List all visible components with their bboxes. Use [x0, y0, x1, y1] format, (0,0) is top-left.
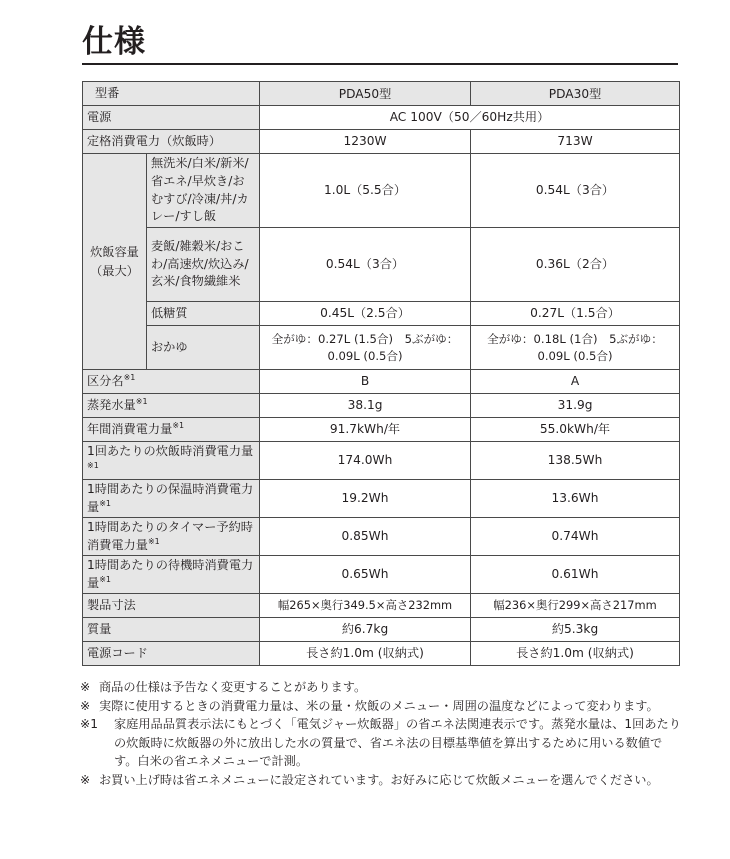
note-mark: ※	[80, 698, 91, 713]
row-value-pda30: 幅236×奥行299×高さ217mm	[471, 594, 680, 618]
row-value-pda50: 91.7kWh/年	[260, 418, 471, 442]
capacity-row-3	[83, 302, 680, 326]
capacity-menu-4: おかゆ	[147, 326, 260, 370]
spec-table	[82, 81, 680, 666]
spec-row	[83, 370, 680, 394]
note-text: お買い上げ時は省エネメニューに設定されています。お好みに応じて炊飯メニューを選んでください。	[99, 772, 659, 787]
spec-row	[83, 442, 680, 480]
capacity-menu-3: 低糖質	[147, 302, 260, 326]
model-pda30: PDA30型	[471, 82, 680, 106]
capacity-label: 炊飯容量（最大）	[83, 154, 147, 370]
row-value-pda50: 38.1g	[260, 394, 471, 418]
note-mark: ※1	[80, 717, 98, 731]
footnote-mark: ※1	[99, 575, 111, 585]
row-value-pda50: 19.2Wh	[260, 480, 471, 518]
note-text: 商品の仕様は予告なく変更することがあります。	[99, 680, 367, 694]
row-value-pda50: 約6.7kg	[260, 618, 471, 642]
row-value-pda50: 幅265×奥行349.5×高さ232mm	[260, 594, 471, 618]
footnote-mark: ※1	[123, 373, 136, 383]
row-value-pda30: 13.6Wh	[471, 480, 680, 518]
power-source-label: 電源	[83, 106, 260, 130]
row-value-pda50: 長さ約1.0m (収納式)	[260, 642, 471, 666]
rated-power-label: 定格消費電力（炊飯時）	[83, 130, 260, 154]
note-mark: ※	[80, 680, 91, 694]
note-mark: ※	[80, 772, 91, 787]
header-row	[83, 82, 680, 106]
capacity-pda30-1: 0.54L（3合）	[471, 154, 680, 228]
row-label: 1回あたりの炊飯時消費電力量	[87, 444, 254, 459]
footnote-mark: ※1	[135, 397, 148, 407]
spec-row	[83, 480, 680, 518]
footnote-mark: ※1	[87, 461, 99, 471]
power-source-value: AC 100V（50／60Hz共用）	[260, 106, 680, 130]
page-title: 仕様	[82, 24, 146, 60]
row-value-pda30: 31.9g	[471, 394, 680, 418]
footnote-mark: ※1	[99, 499, 111, 509]
capacity-menu-1: 無洗米/白米/新米/省エネ/早炊き/おむすび/冷凍/丼/カレー/すし飯	[147, 154, 260, 228]
row-label: 蒸発水量	[87, 398, 136, 413]
row-label: 製品寸法	[87, 598, 136, 613]
spec-row	[83, 642, 680, 666]
note-text: 家庭用品品質表示法にもとづく「電気ジャー炊飯器」の省エネ法関連表示です。蒸発水量は、1回あたりの炊飯時に炊飯器の外に放出した水の質量で、省エネ法の目標基準値を算出するために用いる数値です。白米の省エネメニューで計測。	[114, 717, 681, 768]
power-source-row	[83, 106, 680, 130]
capacity-pda50-1: 1.0L（5.5合）	[260, 154, 471, 228]
note-text: 実際に使用するときの消費電力量は、米の量・炊飯のメニュー・周囲の温度などによって変わります。	[99, 698, 659, 713]
capacity-pda30-4: 全がゆ：0.18L (1合) 5ぶがゆ：0.09L (0.5合)	[471, 326, 680, 370]
footnote	[80, 715, 685, 771]
row-label: 区分名	[87, 374, 124, 389]
row-label: 電源コード	[87, 646, 148, 661]
footnote-mark: ※1	[147, 537, 160, 547]
capacity-row-1	[83, 154, 680, 228]
footnote	[80, 697, 685, 716]
row-label: 年間消費電力量	[87, 422, 173, 437]
footnote	[80, 771, 685, 790]
spec-row	[83, 418, 680, 442]
row-value-pda30: 0.74Wh	[471, 518, 680, 556]
row-value-pda30: 0.61Wh	[471, 556, 680, 594]
capacity-pda30-2: 0.36L（2合）	[471, 228, 680, 302]
row-value-pda50: 0.65Wh	[260, 556, 471, 594]
spec-row	[83, 394, 680, 418]
rated-power-pda30: 713W	[471, 130, 680, 154]
row-label: 1時間あたりの待機時消費電力量	[87, 558, 254, 591]
row-value-pda30: A	[471, 370, 680, 394]
title-divider	[82, 63, 678, 65]
row-value-pda50: 174.0Wh	[260, 442, 471, 480]
row-value-pda30: 55.0kWh/年	[471, 418, 680, 442]
row-label: 1時間あたりの保温時消費電力量	[87, 482, 254, 515]
capacity-row-4	[83, 326, 680, 370]
capacity-pda50-3: 0.45L（2.5合）	[260, 302, 471, 326]
row-value-pda30: 約5.3kg	[471, 618, 680, 642]
spec-row	[83, 594, 680, 618]
model-pda50: PDA50型	[260, 82, 471, 106]
row-value-pda30: 長さ約1.0m (収納式)	[471, 642, 680, 666]
capacity-pda30-3: 0.27L（1.5合）	[471, 302, 680, 326]
footnote	[80, 678, 685, 697]
capacity-row-2	[83, 228, 680, 302]
row-value-pda30: 138.5Wh	[471, 442, 680, 480]
rated-power-pda50: 1230W	[260, 130, 471, 154]
rated-power-row	[83, 130, 680, 154]
footnotes	[80, 678, 685, 789]
spec-row	[83, 618, 680, 642]
model-label: 型番	[83, 82, 260, 106]
row-value-pda50: 0.85Wh	[260, 518, 471, 556]
row-label: 質量	[87, 622, 112, 637]
capacity-menu-2: 麦飯/雑穀米/おこわ/高速炊/炊込み/玄米/食物繊維米	[147, 228, 260, 302]
capacity-pda50-4: 全がゆ：0.27L (1.5合) 5ぶがゆ：0.09L (0.5合)	[260, 326, 471, 370]
spec-row	[83, 556, 680, 594]
row-value-pda50: B	[260, 370, 471, 394]
spec-row	[83, 518, 680, 556]
capacity-pda50-2: 0.54L（3合）	[260, 228, 471, 302]
row-label: 1時間あたりのタイマー予約時消費電力量	[87, 520, 253, 553]
footnote-mark: ※1	[172, 421, 185, 431]
